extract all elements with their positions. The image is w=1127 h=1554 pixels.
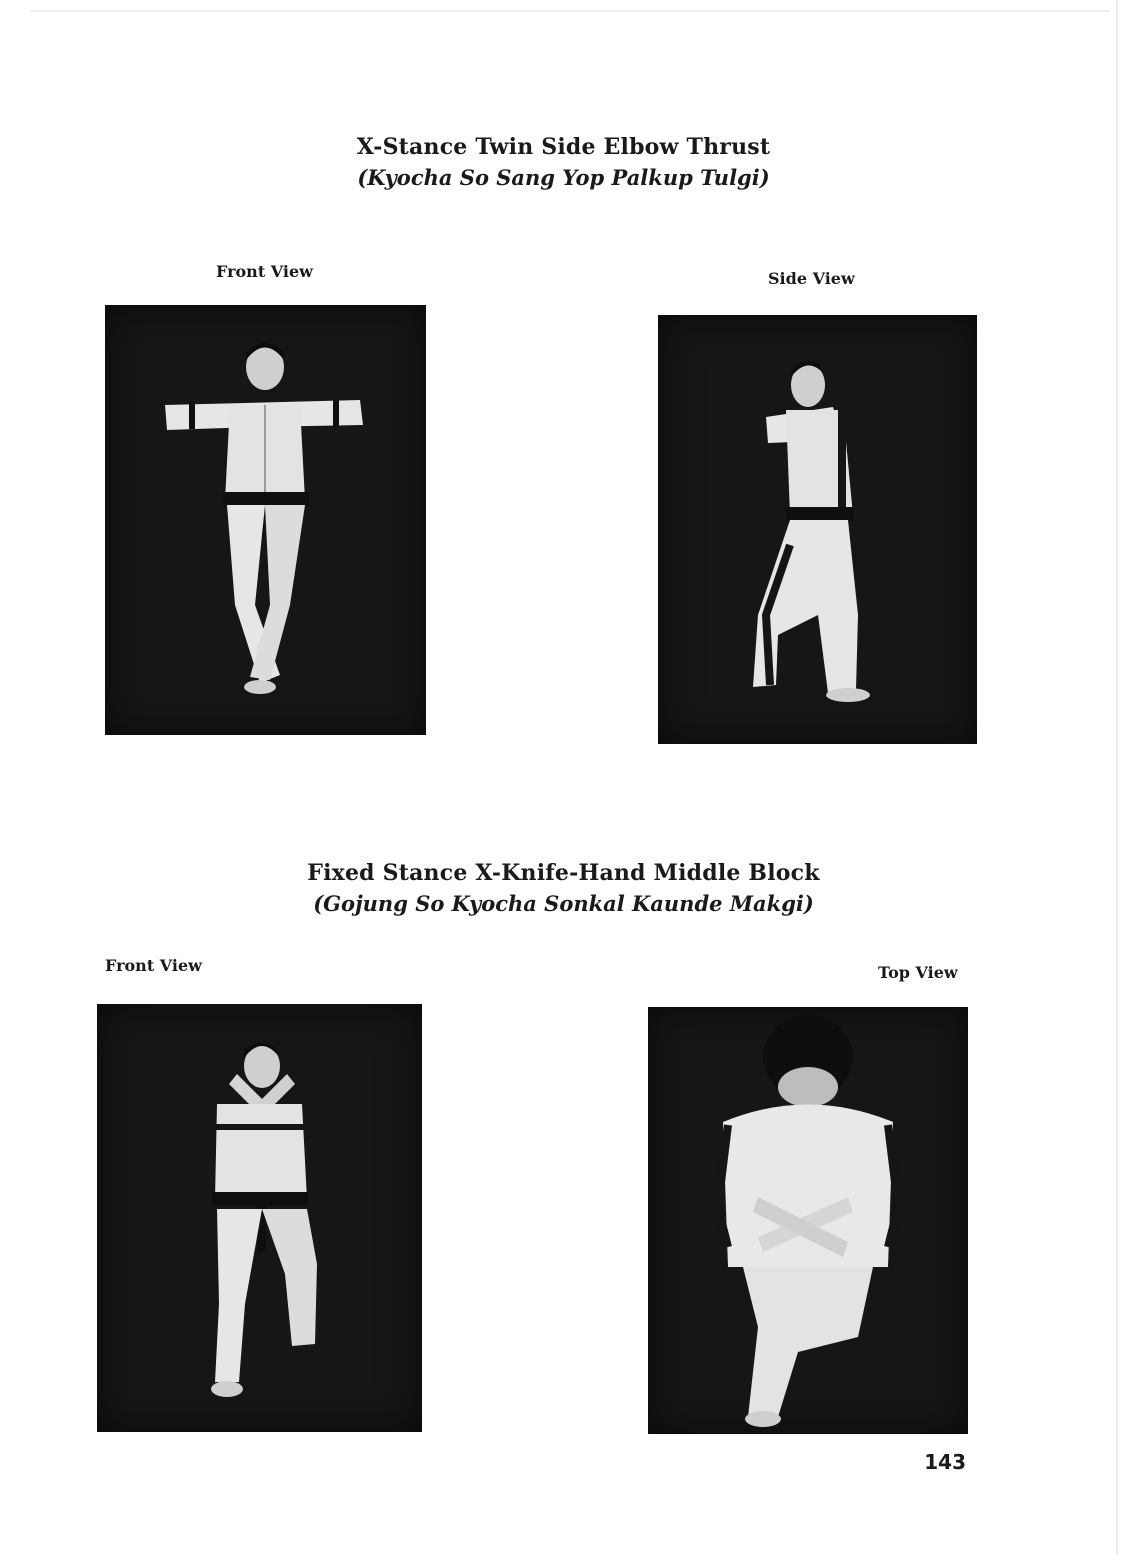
- figure-illustration: [658, 315, 977, 744]
- section2-subtitle: (Gojung So Kyocha Sonkal Kaunde Makgi): [313, 891, 814, 916]
- figure-illustration: [105, 305, 426, 735]
- photo-elbow-thrust-front: [105, 305, 426, 735]
- photo-knife-hand-block-front: [97, 1004, 422, 1432]
- photo-elbow-thrust-side: [658, 315, 977, 744]
- section1-front-view-caption: Front View: [216, 262, 313, 281]
- figure-illustration: [97, 1004, 422, 1432]
- section2-title: Fixed Stance X-Knife-Hand Middle Block: [307, 860, 820, 886]
- scan-artifact-edge: [1116, 0, 1118, 1554]
- section1-subtitle: (Kyocha So Sang Yop Palkup Tulgi): [357, 165, 770, 190]
- figure-illustration: [648, 1007, 968, 1434]
- section1-side-view-caption: Side View: [768, 269, 855, 288]
- page-number: 143: [924, 1450, 966, 1474]
- scan-artifact-top: [30, 10, 1110, 12]
- section2-front-view-caption: Front View: [105, 956, 202, 975]
- photo-knife-hand-block-top: [648, 1007, 968, 1434]
- section2-top-view-caption: Top View: [878, 963, 958, 982]
- section1-title: X-Stance Twin Side Elbow Thrust: [356, 134, 771, 160]
